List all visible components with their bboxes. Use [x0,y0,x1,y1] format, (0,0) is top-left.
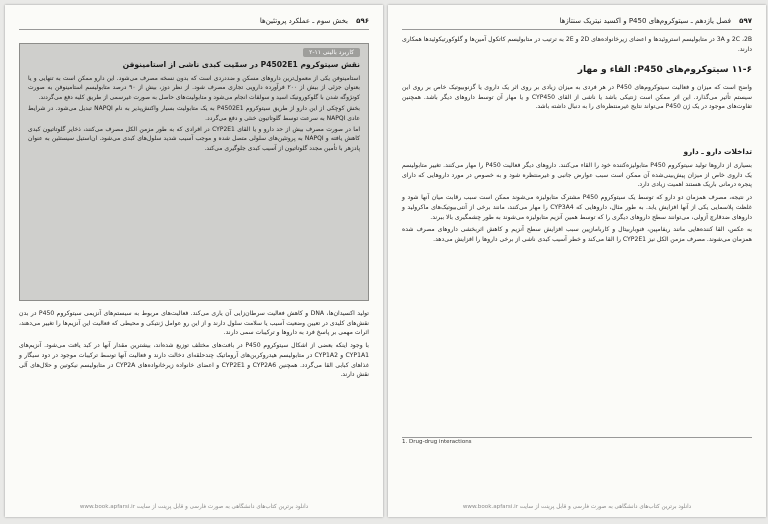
box-title: نقش سیتوکروم P4502E1 در سمّیت کبدی ناشی از استامینوفن [122,60,360,69]
paragraph: به عکس، القا کننده‌هایی مانند ریفامپین، فنوباربیتال و کاربامازپین سبب افزایش سطح آنزیم و کاهش اثربخشی داروهای مصرف شده همزمان می‌شوند. مصرف مزمن الکل نیز CYP2E1 را القا می‌کند و خطر آسیب کبدی ناشی از برخی داروها را افزایش می‌دهد. [402,226,752,243]
footnote: 1. Drug-drug interactions [402,437,752,445]
right-page [388,5,766,517]
paragraph: تولید اکسیدان‌ها، DNA و کاهش فعالیت سرطان‌زایی آن یاری می‌کند. فعالیت‌های مربوط به سیستم‌های آنزیمی سیتوکروم P450 در بدن نقش‌های کلیدی در تعیین وضعیت آسیب یا سلامت سلول دارند و از این رو عوامل ژنتیکی و محیطی که فعالیت این آنزیم‌ها را تغییر می‌دهند، اثرات مهمی بر پاسخ فرد به داروها و ترکیبات سمی دارند. [19,310,369,337]
section-title: ۱۱-۶ سیتوکروم‌های P450: القاء و مهار [577,65,752,75]
paragraph: با وجود اینکه بعضی از اشکال سیتوکروم P450 در بافت‌های مختلف توزیع شده‌اند، بیشترین مقدار آنها در کبد یافت می‌شود. آنزیم‌های CYP1A1 و CYP1A2 در متابولیسم هیدروکربن‌های آروماتیک چندحلقه‌ای دخالت دارند و فعالیت آنها توسط ترکیبات موجود در دود سیگار و غذاهای کبابی القا می‌گردد. همچنین CYP2A6 و CYP2E1 و اعضای خانواده زیرخانواده‌های CYP2A در متابولیسم نیکوتین و حلال‌های آلی نقش دارند. [19,342,370,379]
paragraph: در نتیجه، مصرف همزمان دو دارو که توسط یک سیتوکروم P450 مشترک متابولیزه می‌شوند ممکن است سبب رقابت میان آنها شود و غلظت پلاسمایی یکی از آنها افزایش یابد. به طور مثال، داروهایی که CYP3A4 را مهار می‌کنند، مانند برخی از آنتی‌بیوتیک‌های ماکرولید و داروهای ضدقارچ آزولی، می‌توانند سطح داروهای دیگری را که توسط همین آنزیم متابولیزه می‌شوند به طور چشمگیری بالا ببرند. [402,194,752,221]
page-number: ۵۹۶ [356,17,369,25]
section-text [402,83,752,115]
header-title: فصل یازدهم ـ سیتوکروم‌های P450 و اکسید نیتریک سنتازها [559,17,731,25]
box-paragraph: اما در صورت مصرف بیش از حد دارو و یا القای CYP2E1 در افرادی که به طور مزمن الکل مصرف می‌کنند، ذخایر گلوتاتیون کبدی کاهش یافته و NAPQI به پروتئین‌های سلولی متصل شده و موجب آسیب شدید سلول‌های کبدی می‌شود. ان‌استیل سیستئین به عنوان پادزهر با تأمین مجدد گلوتاتیون از آسیب کبدی جلوگیری می‌کند. [28,126,360,152]
box-paragraph: استامینوفن یکی از معمول‌ترین داروهای مسکن و ضددردی است که بدون نسخه مصرف می‌شود. این دارو ممکن است به تنهایی و یا بعنوان جزئی از بیش از ۲۰۰ فرآورده دارویی تجاری مصرف شود. از نظر دوز، بیش از ۹۰ درصد متابولیسم استامینوفن به صورت کونژوگه شدن با گلوکورونیک اسید و سولفات انجام می‌شود و متابولیت‌های حاصل به صورت غیرسمی از طریق کلیه دفع می‌گردند. [28,75,360,101]
body-text [19,309,369,383]
page-header [19,15,369,30]
page-header [402,15,752,30]
left-page [5,5,383,517]
paragraph: بسیاری از داروها تولید سیتوکروم P450 متابولیزه‌کننده خود را القاء می‌کنند. داروهای دیگر فعالیت P450 را مهار می‌کنند. تغییر متابولیسم یک داروی خاص از میزان پیش‌بینی‌شده آن ممکن است سبب عوارض جانبی و غیرمنتظره شود و به خصوص در مورد داروهایی که دارای پنجره درمانی باریک هستند اهمیت زیادی دارد. [402,162,753,189]
box-text [28,74,360,155]
paragraph: واضح است که میزان و فعالیت سیتوکروم‌های P450 در هر فردی به میزان زیادی بر روی اثر یک داروی یا گزنوبیوتیک خاص بر روی این سیستم تأثیر می‌گذارد. این اثر ممکن است ژنتیکی باشد یا ناشی از القای CYP450 و یا مهار آن توسط داروهای دیگر باشد. همچنین تفاوت‌های موجود در یک ژن P450 می‌تواند نتایج غیرمنتظره‌ای را به دنبال داشته باشد. [402,84,753,111]
header-title: بخش سوم ـ عملکرد پروتئین‌ها [259,17,348,25]
subsection-text [402,161,752,248]
clinical-note-box [19,43,369,301]
page-number: ۵۹۷ [739,17,752,25]
intro-text [402,35,752,57]
subsection-title: تداخلات دارو ـ دارو [683,147,752,156]
page-footer: دانلود برترین کتاب‌های دانشگاهی به صورت فارسی و قابل پرینت از سایت www.book.apfarsi.ir [462,504,692,510]
box-tag: کاربرد بالینی ۱۱-۲ [303,48,360,57]
paragraph: 2C ،2B و 3A در متابولیسم استروئیدها و اعضای زیرخانواده‌های 2D و 2E به ترتیب در متابولیسم کاتکول آمین‌ها و گلوکورتیکوئیدها همکاری دارند. [402,36,753,53]
box-paragraph: بخش کوچکی از این دارو از طریق سیتوکروم P4502E1 به یک متابولیت بسیار واکنش‌پذیر به نام NAPQI تبدیل می‌شود. در شرایط عادی NAPQI به سرعت توسط گلوتاتیون خنثی و دفع می‌گردد. [28,105,360,122]
page-footer: دانلود برترین کتاب‌های دانشگاهی به صورت فارسی و قابل پرینت از سایت www.book.apfarsi.ir [79,504,309,510]
